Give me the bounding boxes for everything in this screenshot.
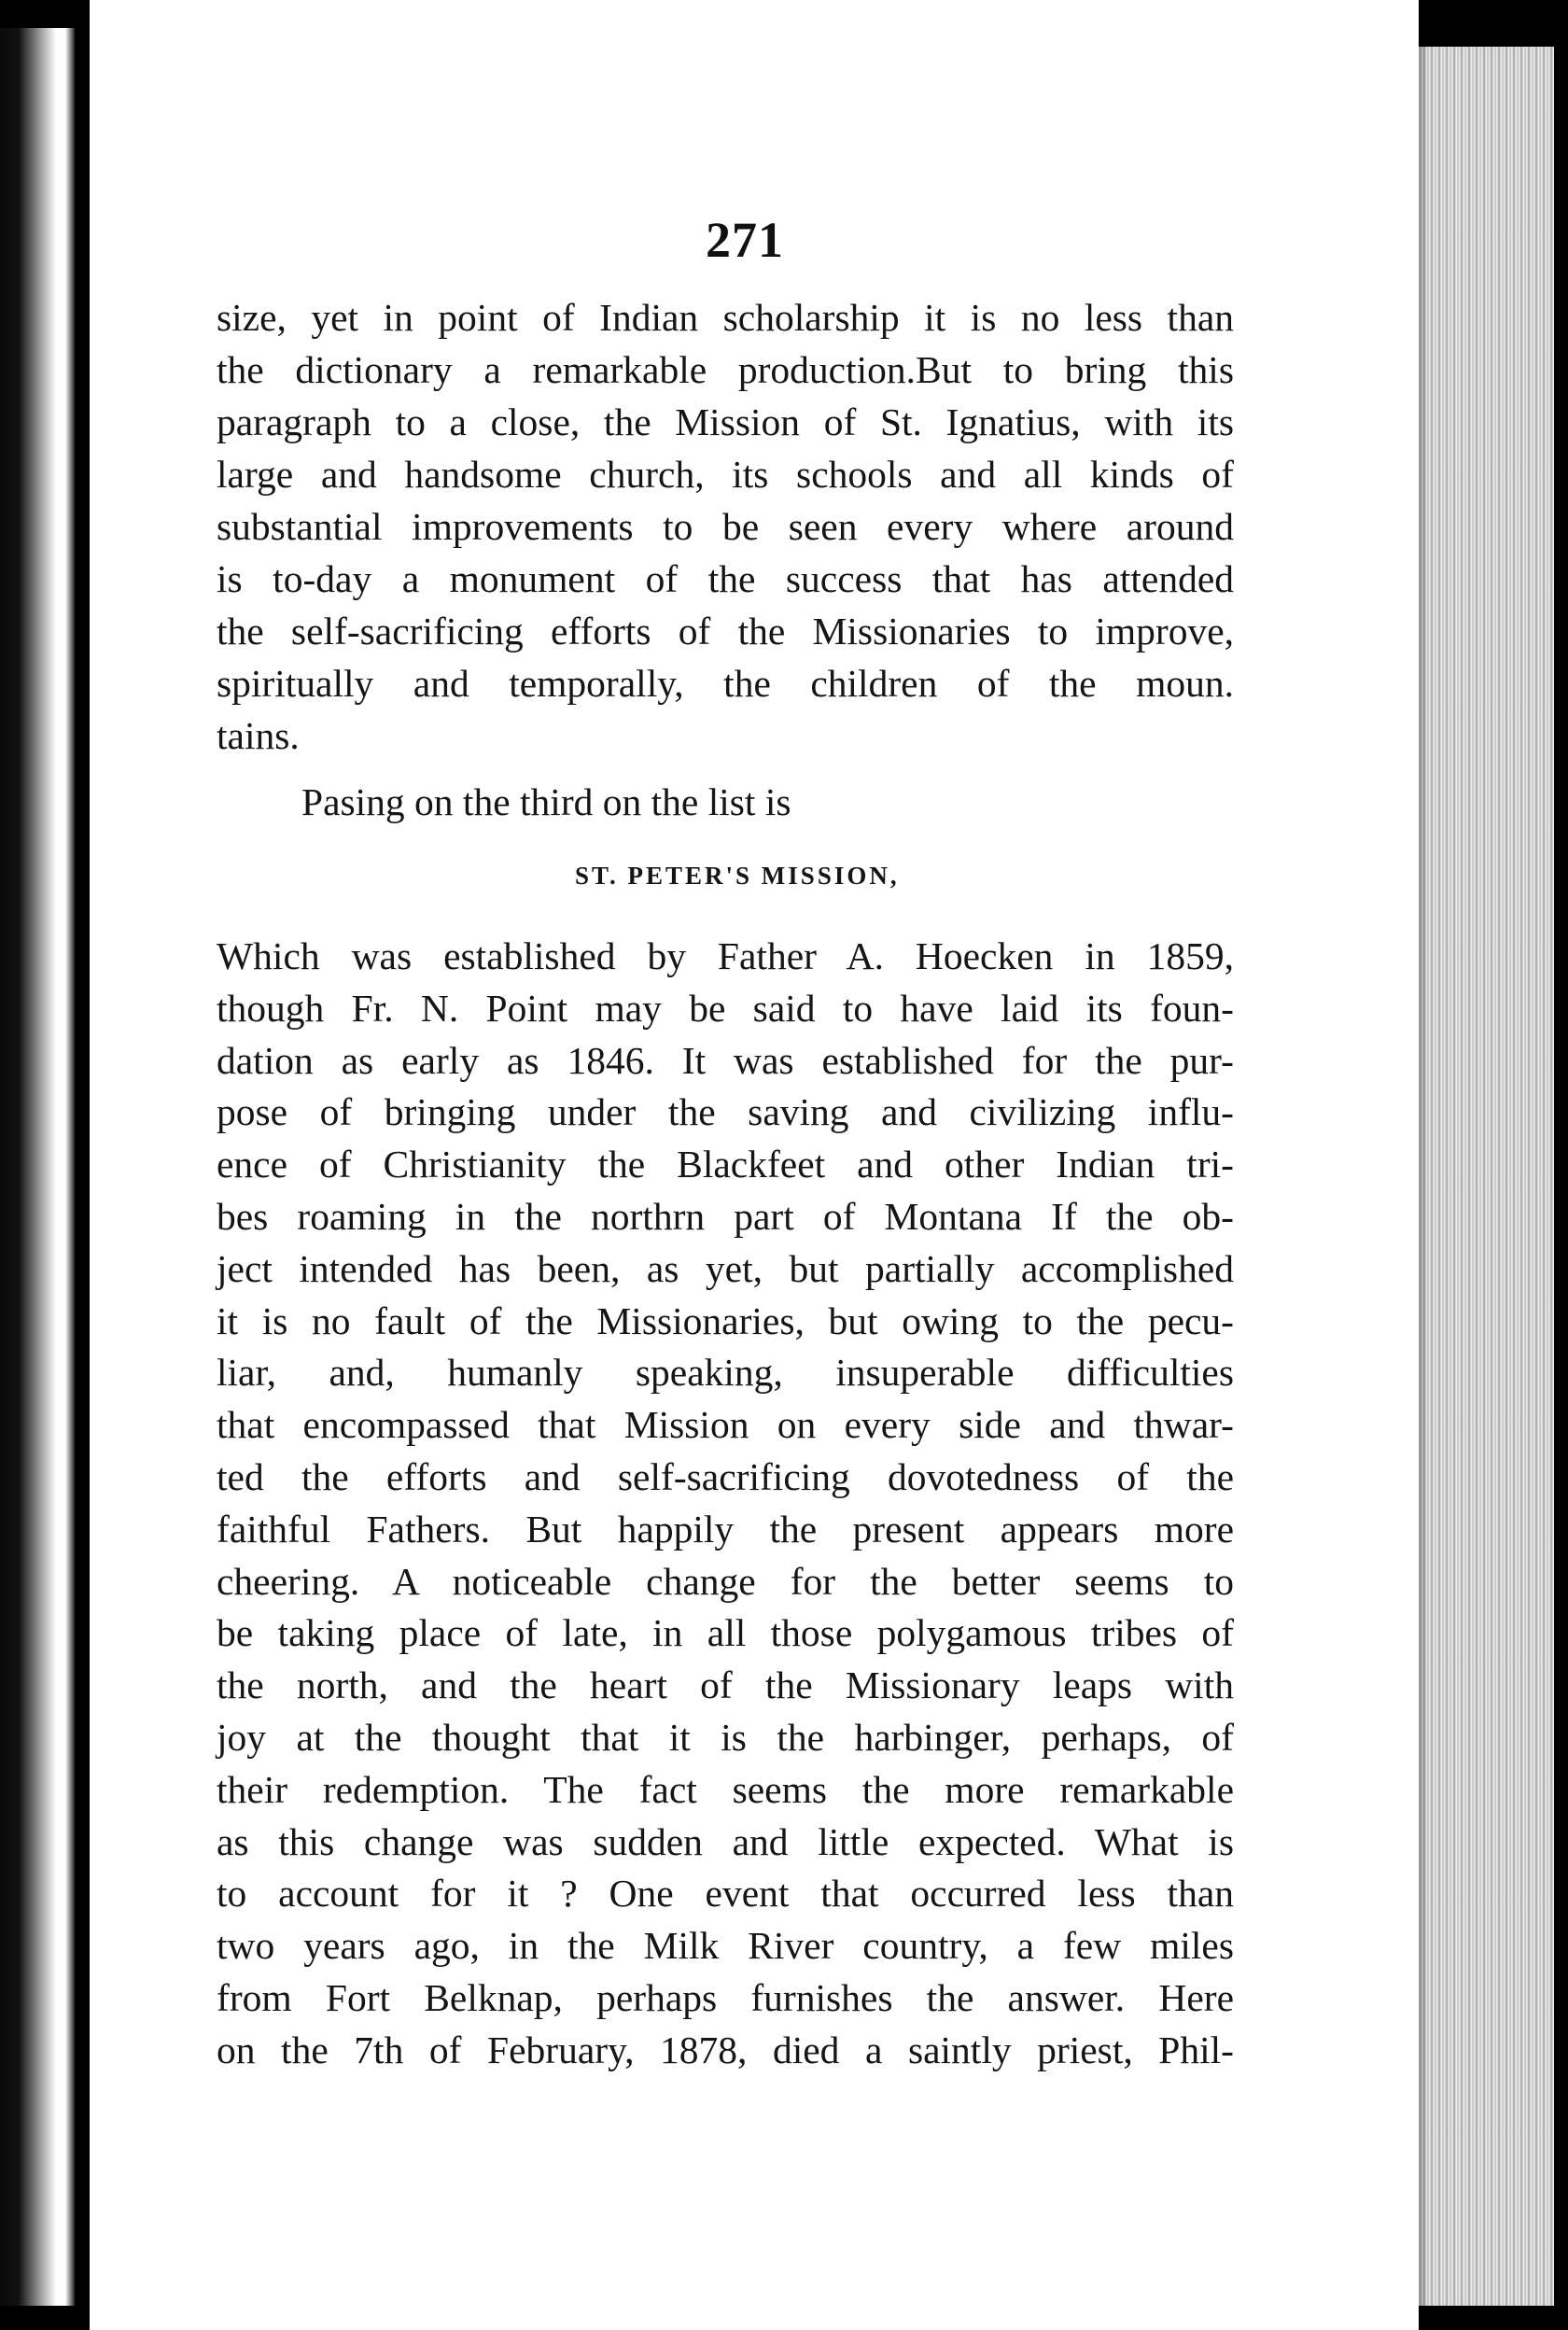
text-line: pose of bringing under the saving and civilizing influ- [217,1090,1234,1134]
section-heading: ST. PETER'S MISSION, [575,862,900,890]
text-line: that encompassed that Mission on every side and thwar- [217,1403,1234,1447]
text-line: their redemption. The fact seems the more remarkable [217,1767,1234,1811]
facing-page-edge [0,28,75,2306]
text-line: on the 7th of February, 1878, died a saintly priest, Phil- [217,2028,1234,2071]
text-line: paragraph to a close, the Mission of St. Ignatius, with its [217,400,1234,443]
text-line: Which was established by Father A. Hoecken in 1859, [217,934,1234,977]
text-line: substantial improvements to be seen every where around [217,505,1234,548]
text-line: ence of Christianity the Blackfeet and other Indian tri- [217,1143,1234,1186]
text-line: ted the efforts and self-sacrificing dovotedness of the [217,1454,1234,1498]
text-line: though Fr. N. Point may be said to have laid its foun- [217,986,1234,1030]
text-line: is to-day a monument of the success that has attended [217,557,1234,600]
text-line: two years ago, in the Milk River country, a few miles [217,1924,1234,1968]
text-line: bes roaming in the northrn part of Montana If the ob- [217,1194,1234,1238]
text-line: liar, and, humanly speaking, insuperable difficulties [217,1351,1234,1395]
text-line: spiritually and temporally, the children of the moun. [217,662,1234,705]
page-gutter-shadow [1419,47,1428,2306]
text-line: joy at the thought that it is the harbinger, perhaps, of [217,1715,1234,1759]
page-number: 271 [706,212,784,268]
text-line: as this change was sudden and little expected. What is [217,1819,1234,1863]
intro-line: Pasing on the third on the list is [301,780,791,823]
paragraph-st-peters [217,931,1234,2077]
text-line: the dictionary a remarkable production.But to bring this [217,348,1234,391]
paragraph-continued [217,291,1234,762]
text-line: the self-sacrificing efforts of the Missionaries to improve, [217,610,1234,653]
text-line: cheering. A noticeable change for the better seems to [217,1559,1234,1603]
text-line: to account for it ? One event that occurred less than [217,1872,1234,1916]
text-line: the north, and the heart of the Missionary leaps with [217,1663,1234,1707]
text-line: faithful Fathers. But happily the present appears more [217,1507,1234,1551]
text-line: it is no fault of the Missionaries, but owing to the pecu- [217,1298,1234,1342]
text-line: large and handsome church, its schools and all kinds of [217,453,1234,496]
text-line: be taking place of late, in all those polygamous tribes of [217,1611,1234,1655]
text-line: from Fort Belknap, perhaps furnishes the answer. Here [217,1975,1234,2019]
text-line: ject intended has been, as yet, but partially accomplished [217,1246,1234,1290]
text-line: tains. [217,714,300,757]
page-block-edge [1419,47,1554,2306]
text-line: dation as early as 1846. It was established for the pur- [217,1038,1234,1082]
text-line: size, yet in point of Indian scholarship it is no less than [217,296,1234,339]
